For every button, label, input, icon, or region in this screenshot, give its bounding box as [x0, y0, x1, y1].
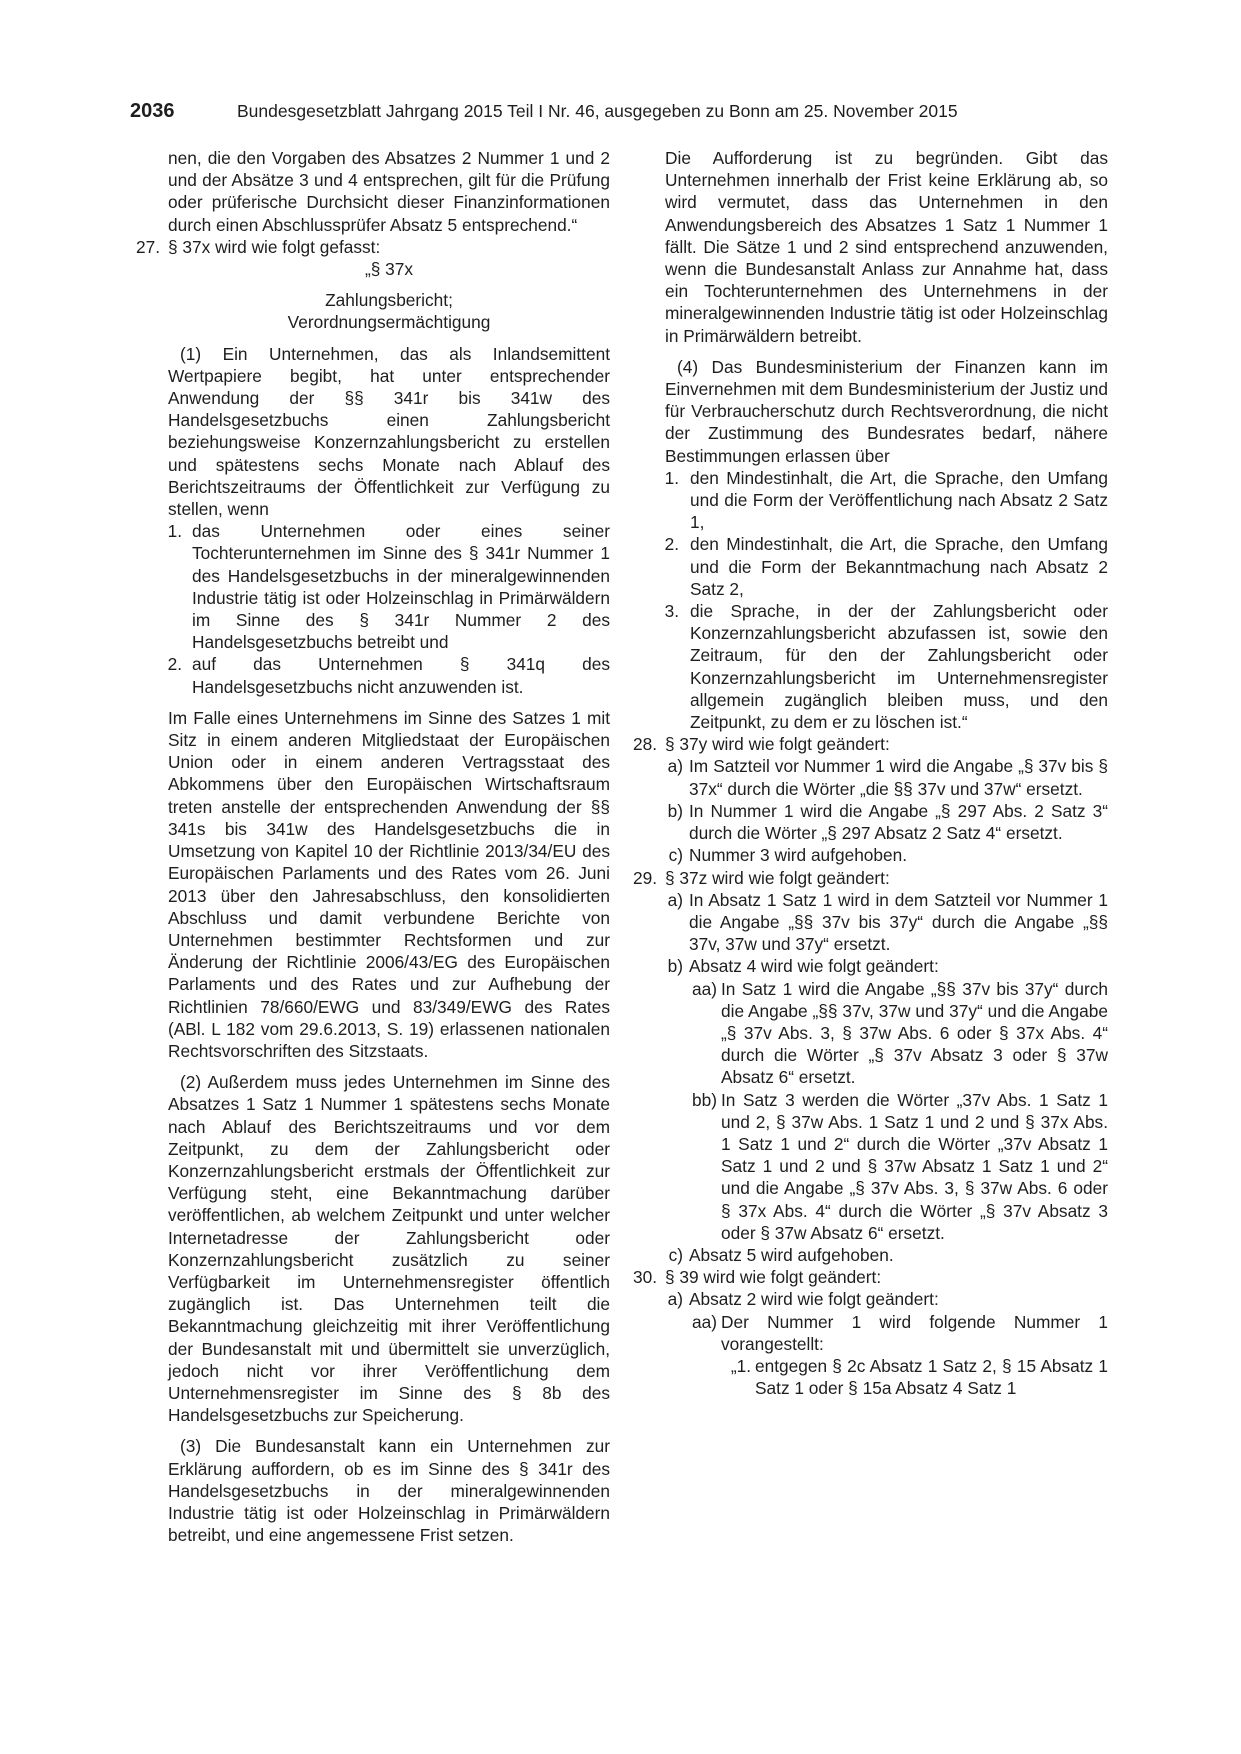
sub-item: [667, 955, 1108, 977]
page-number: 2036: [130, 100, 175, 122]
sub-item-label: a): [667, 889, 683, 910]
item-text: den Mindestinhalt, die Art, die Sprache, den Umfang und die Form der Veröffentlichung nach Absatz 2 Satz 1,: [690, 467, 1108, 533]
left-column: [135, 147, 610, 1546]
sub-sub-item-label: aa): [692, 1311, 717, 1332]
item-number: 28.: [632, 734, 657, 755]
item-text: § 37z wird wie folgt geändert:: [665, 867, 890, 888]
section-title-line-2: Verordnungsermächtigung: [287, 312, 491, 333]
page-header: [130, 98, 1110, 128]
sub-item: [667, 755, 1108, 799]
list-item-27: [135, 236, 610, 258]
sub-item-label: a): [667, 1289, 683, 1310]
item-number: 1.: [664, 467, 679, 488]
sub-item: [667, 1288, 1108, 1310]
gazette-title: Bundesgesetzblatt Jahrgang 2015 Teil I Nr. 46, ausgegeben zu Bonn am 25. November 2015: [237, 101, 958, 121]
sub-item: [667, 889, 1108, 956]
list-item-30: [632, 1266, 1108, 1288]
sub-item-label: a): [667, 756, 683, 777]
paragraph-3-continuation: Die Aufforderung ist zu begründen. Gibt das Unternehmen innerhalb der Frist keine Erklärung ab, so wird vermutet, dass das Unternehmen in den Anwendungsbereich des Absatzes 1 Satz 1 Nummer 1 fällt. Die Sätze 1 und 2 sind entsprechend anzuwenden, wenn die Bundesanstalt Anlass zur Annahme hat, dass ein Tochterunternehmen des Unternehmens in der mineralgewinnenden Industrie tätig ist oder Holzeinschlag in Primärwäldern betreibt.: [665, 148, 1108, 346]
sub-item-label: b): [667, 800, 683, 821]
sub-sub-item-text: In Satz 3 werden die Wörter „37v Abs. 1 Satz 1 und 2, § 37w Abs. 1 Satz 1 und 2 und § 37x Abs. 1 Satz 1 und 2“ durch die Wörter „37v Absatz 1 Satz 1 und 2 und § 37w Absatz 1 Satz 1 und 2“ und die Angabe „§ 37v Abs. 3, § 37w Abs. 6 oder § 37x Abs. 4“ durch die Wörter „§ 37v Absatz 3 oder § 37w Absatz 6“ ersetzt.: [721, 1089, 1108, 1243]
list-item: [167, 653, 610, 697]
sub-sub-item-label: bb): [692, 1089, 717, 1110]
paragraph-4: (4) Das Bundesministerium der Finanzen kann im Einvernehmen mit dem Bundesministerium der Justiz und für Verbraucherschutz durch Rechtsverordnung, die nicht der Zustimmung des Bundesrates bedarf, nähere Bestimmungen erlassen über: [665, 356, 1108, 466]
sub-item-text: Absatz 5 wird aufgehoben.: [689, 1244, 894, 1265]
item-text: § 37x wird wie folgt gefasst:: [168, 236, 381, 257]
sub-sub-item: [692, 1089, 1108, 1244]
sub-item-label: c): [668, 1244, 683, 1265]
paragraph-3: (3) Die Bundesanstalt kann ein Unternehmen zur Erklärung auffordern, ob es im Sinne des § 341r des Handelsgesetzbuchs in der mineralgewinnenden Industrie tätig ist oder Holzeinschlag in Primärwäldern betreibt, und eine angemessene Frist setzen.: [168, 1436, 610, 1546]
sub-sub-item-label: aa): [692, 978, 717, 999]
sub-item-text: Absatz 4 wird wie folgt geändert:: [689, 956, 939, 977]
item-number: 1.: [167, 521, 182, 542]
item-text: § 37y wird wie folgt geändert:: [665, 734, 890, 755]
item-number: 2.: [167, 654, 182, 675]
item-text: den Mindestinhalt, die Art, die Sprache, den Umfang und die Form der Bekanntmachung nach Absatz 2 Satz 2,: [690, 534, 1108, 599]
sub-item-text: Im Satzteil vor Nummer 1 wird die Angabe „§ 37v bis § 37x“ durch die Wörter „die §§ 37v und 37w“ ersetzt.: [689, 756, 1108, 799]
item-text: § 39 wird wie folgt geändert:: [665, 1267, 882, 1288]
item-number: 29.: [632, 867, 657, 888]
quoted-item-number: „1.: [730, 1355, 751, 1376]
list-item: [167, 520, 610, 653]
right-column: [632, 147, 1108, 1399]
sub-item-text: In Nummer 1 wird die Angabe „§ 297 Abs. 2 Satz 3“ durch die Wörter „§ 297 Absatz 2 Satz 4“ ersetzt.: [689, 800, 1108, 844]
item-number: 27.: [135, 236, 160, 257]
sub-item-label: b): [667, 956, 683, 977]
sub-item: [668, 844, 1108, 866]
list-item: [664, 600, 1108, 733]
quoted-item-text: entgegen § 2c Absatz 1 Satz 2, § 15 Absatz 1 Satz 1 oder § 15a Absatz 4 Satz 1: [755, 1355, 1108, 1399]
sub-item: [668, 1244, 1108, 1266]
item-text: das Unternehmen oder eines seiner Tochterunternehmen im Sinne des § 341r Nummer 1 des Handelsgesetzbuchs in der mineralgewinnenden Industrie tätig ist oder Holzeinschlag in Primärwäldern im Sinne des § 341r Nummer 2 des Handelsgesetzbuchs betreibt und: [192, 521, 610, 653]
item-text: die Sprache, in der der Zahlungsbericht oder Konzernzahlungsbericht abzufassen ist, sowie den Zeitraum, für den der Zahlungsbericht oder Konzernzahlungsbericht im Unternehmensregister allgemein zugänglich bleiben muss, und den Zeitpunkt, zu dem er zu löschen ist.“: [690, 601, 1108, 733]
item-number: 2.: [664, 534, 679, 555]
sub-sub-item-text: Der Nummer 1 wird folgende Nummer 1 vorangestellt:: [721, 1311, 1108, 1354]
item-number: 3.: [664, 601, 679, 622]
paragraph-1-continuation: Im Falle eines Unternehmens im Sinne des Satzes 1 mit Sitz in einem anderen Mitgliedstaat der Europäischen Union oder in einem anderen Vertragsstaat des Abkommens über den Europäischen Wirtschaftsraum treten anstelle der entsprechenden Anwendung der §§ 341s bis 341w des Handelsgesetzbuchs die in Umsetzung von Kapitel 10 der Richtlinie 2013/34/EU des Europäischen Parlaments und des Rates vom 26. Juni 2013 über den Jahresabschluss, den konsolidierten Abschluss und damit verbundene Berichte von Unternehmen bestimmter Rechtsformen und zur Änderung der Richtlinie 2006/43/EG des Europäischen Parlaments und des Rates und zur Aufhebung der Richtlinien 78/660/EWG und 83/349/EWG des Rates (ABl. L 182 vom 29.6.2013, S. 19) erlassenen nationalen Rechtsvorschriften des Sitzstaats.: [168, 707, 610, 1061]
list-item-29: [632, 867, 1108, 889]
list-item: [664, 467, 1108, 534]
section-heading: „§ 37x: [364, 259, 414, 280]
sub-item: [667, 800, 1108, 844]
item-number: 30.: [632, 1267, 657, 1288]
paragraph-continuation: nen, die den Vorgaben des Absatzes 2 Nummer 1 und 2 und der Absätze 3 und 4 entsprechen, gilt für die Prüfung oder prüferische Durchsicht dieser Finanzinformationen durch einen Abschlussprüfer Absatz 5 entsprechend.“: [168, 148, 610, 235]
sub-sub-item: [692, 978, 1108, 1089]
list-item-28: [632, 733, 1108, 755]
section-title-line-1: Zahlungsbericht;: [325, 290, 453, 311]
sub-sub-item: [692, 1311, 1108, 1355]
item-text: auf das Unternehmen § 341q des Handelsgesetzbuchs nicht anzuwenden ist.: [192, 654, 610, 697]
sub-item-text: Nummer 3 wird aufgehoben.: [689, 845, 908, 866]
sub-item-text: In Absatz 1 Satz 1 wird in dem Satzteil vor Nummer 1 die Angabe „§§ 37v bis 37y“ durch die Angabe „§§ 37v, 37w und 37y“ ersetzt.: [689, 889, 1108, 955]
sub-item-label: c): [668, 845, 683, 866]
sub-sub-item-text: In Satz 1 wird die Angabe „§§ 37v bis 37y“ durch die Angabe „§§ 37v, 37w und 37y“ und die Angabe „§ 37v Abs. 3, § 37w Abs. 6 oder § 37x Abs. 4“ durch die Wörter „§ 37v Absatz 3 oder § 37w Absatz 6“ ersetzt.: [721, 978, 1108, 1088]
paragraph-1: (1) Ein Unternehmen, das als Inlandsemittent Wertpapiere begibt, hat unter entsprechender Anwendung der §§ 341r bis 341w des Handelsgesetzbuchs einen Zahlungsbericht beziehungsweise Konzernzahlungsbericht zu erstellen und spätestens sechs Monate nach Ablauf des Berichtszeitraums der Öffentlichkeit zur Verfügung zu stellen, wenn: [168, 343, 610, 520]
quoted-item: [730, 1355, 1108, 1399]
paragraph-2: (2) Außerdem muss jedes Unternehmen im Sinne des Absatzes 1 Satz 1 Nummer 1 spätestens sechs Monate nach Ablauf des Berichtszeitraums und vor dem Zeitpunkt, zu dem der Zahlungsbericht oder Konzernzahlungsbericht erstmals der Öffentlichkeit zur Verfügung steht, eine Bekanntmachung darüber veröffentlichen, ab welchem Zeitpunkt und unter welcher Internetadresse der Zahlungsbericht oder Konzernzahlungsbericht zusätzlich zu seiner Verfügbarkeit im Unternehmensregister öffentlich zugänglich ist. Das Unternehmen teilt die Bekanntmachung gleichzeitig mit ihrer Veröffentlichung der Bundesanstalt mit und übermittelt sie unverzüglich, jedoch nicht vor ihrer Veröffentlichung dem Unternehmensregister im Sinne des § 8b des Handelsgesetzbuchs zur Speicherung.: [168, 1072, 610, 1426]
list-item: [664, 533, 1108, 600]
sub-item-text: Absatz 2 wird wie folgt geändert:: [689, 1289, 939, 1310]
